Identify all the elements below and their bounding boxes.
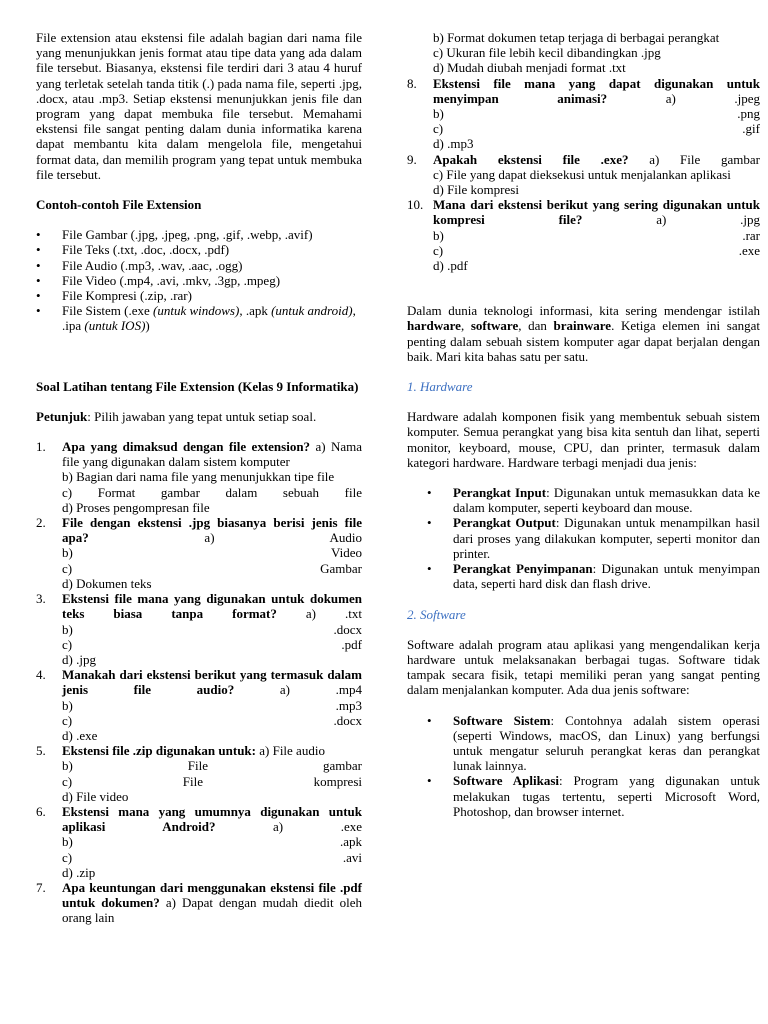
software-list [407,713,760,819]
question-2: 2. File dengan ekstensi .jpg biasanya berisi jenis file apa? a) Audio b) Video c) Gambar d) Dokumen teks [36,515,362,591]
list-item: • File Teks (.txt, .doc, .docx, .pdf) [36,242,362,257]
hardware-heading: 1. Hardware [407,379,473,395]
question-4: 4. Manakah dari ekstensi berikut yang termasuk dalam jenis file audio? a) .mp4 b) .mp3 c) .docx d) .exe [36,667,362,743]
list-item: • File Kompresi (.zip, .rar) [36,288,362,303]
list-item: • Perangkat Output: Digunakan untuk menampilkan hasil dari proses yang dilakukan komputer, seperti monitor dan printer. [407,515,760,561]
hardware-list [407,485,760,591]
quiz-title: Soal Latihan tentang File Extension (Kelas 9 Informatika) [36,378,359,394]
right-column [407,30,760,819]
list-item: • File Audio (.mp3, .wav, .aac, .ogg) [36,258,362,273]
software-heading: 2. Software [407,606,466,622]
question-1: 1. Apa yang dimaksud dengan file extension? a) Nama file yang digunakan dalam sistem komputer b) Bagian dari nama file yang menunjukkan tipe file c) Format gambar dalam sebuah file d) Proses pengompresan file [36,439,363,515]
right-intro-paragraph: Dalam dunia teknologi informasi, kita sering mendengar istilah hardware, software, dan brainware. Ketiga elemen ini sangat penting dalam sebuah sistem komputer agar dapat berjalan dengan baik. Mari kita bahas satu per satu. [407,303,760,364]
list-item: • Perangkat Penyimpanan: Digunakan untuk menyimpan data, seperti hard disk dan flash drive. [407,561,760,591]
examples-list [36,227,362,333]
question-3: 3. Ekstensi file mana yang digunakan untuk dokumen teks biasa tanpa format? a) .txt b) .docx c) .pdf d) .jpg [36,591,362,667]
question-10: 10. Mana dari ekstensi berikut yang sering digunakan untuk kompresi file? a) .jpg b) .rar c) .exe d) .pdf [407,197,760,274]
list-item: • Software Sistem: Contohnya adalah sistem operasi (seperti Windows, macOS, dan Linux) yang berfungsi untuk mengatur seluruh perangkat keras dan perangkat lunak lainnya. [407,713,760,774]
list-item: • Software Aplikasi: Program yang digunakan untuk melakukan tugas tertentu, seperti Microsoft Word, Photoshop, dan browser internet. [407,773,760,819]
hardware-paragraph: Hardware adalah komponen fisik yang membentuk sebuah sistem komputer. Semua perangkat yang bisa kita sentuh dan lihat, seperti monitor, keyboard, mouse, CPU, dan printer, termasuk dalam kategori hardware. Hardware terbagi menjadi dua jenis: [407,409,760,470]
instructions: Petunjuk: Pilih jawaban yang tepat untuk setiap soal. [36,408,317,424]
list-item: • File Gambar (.jpg, .jpeg, .png, .gif, .webp, .avif) [36,227,362,242]
examples-heading: Contoh-contoh File Extension [36,197,202,213]
question-7: 7. Apa keuntungan dari menggunakan ekstensi file .pdf untuk dokumen? a) Dapat dengan mudah diedit oleh orang lain [36,879,362,926]
intro-paragraph: File extension atau ekstensi file adalah bagian dari nama file yang menunjukkan jenis format atau tipe data yang ada dalam file tersebut. Biasanya, ekstensi file terdiri dari 3 atau 4 huruf yang terletak setelah tanda titik (.) pada nama file, seperti .jpg, .docx, atau .mp3. Setiap ekstensi menunjukkan jenis file dan program yang dapat membuka file tersebut. Memahami ekstensi file sangat penting dalam dunia informatika karena dapat membantu kita dalam mengelola file, mengetahui format data, dan memilih program yang tepat untuk membuka file tersebut. [36,30,362,182]
question-6: 6. Ekstensi mana yang umumnya digunakan untuk aplikasi Android? a) .exe b) .apk c) .avi d) .zip [36,803,362,880]
question-8: 8. Ekstensi file mana yang dapat digunakan untuk menyimpan animasi? a) .jpeg b) .png c) .gif d) .mp3 [407,75,760,152]
left-column [36,30,362,926]
software-paragraph: Software adalah program atau aplikasi yang mengendalikan kerja hardware untuk melaksanakan berbagai tugas. Software tidak tampak secara fisik, tetapi memiliki peran yang sangat penting dalam menjalankan komputer. Ada dua jenis software: [407,636,760,698]
list-item: • File Sistem (.exe (untuk windows), .apk (untuk android), .ipa (untuk IOS)) [36,303,362,333]
list-item: • File Video (.mp4, .avi, .mkv, .3gp, .mpeg) [36,273,362,288]
question-5: 5. Ekstensi file .zip digunakan untuk: a) File audio b) File gambar c) File kompresi d) File video [36,743,362,804]
question-7-continued: b) Format dokumen tetap terjaga di berbagai perangkat c) Ukuran file lebih kecil dibandingkan .jpg d) Mudah diubah menjadi format .txt [433,30,720,76]
question-9: 9. Apakah ekstensi file .exe? a) File gambar c) File yang dapat dieksekusi untuk menjalankan aplikasi d) File kompresi [407,151,761,198]
list-item: • Perangkat Input: Digunakan untuk memasukkan data ke dalam komputer, seperti keyboard dan mouse. [407,485,760,515]
